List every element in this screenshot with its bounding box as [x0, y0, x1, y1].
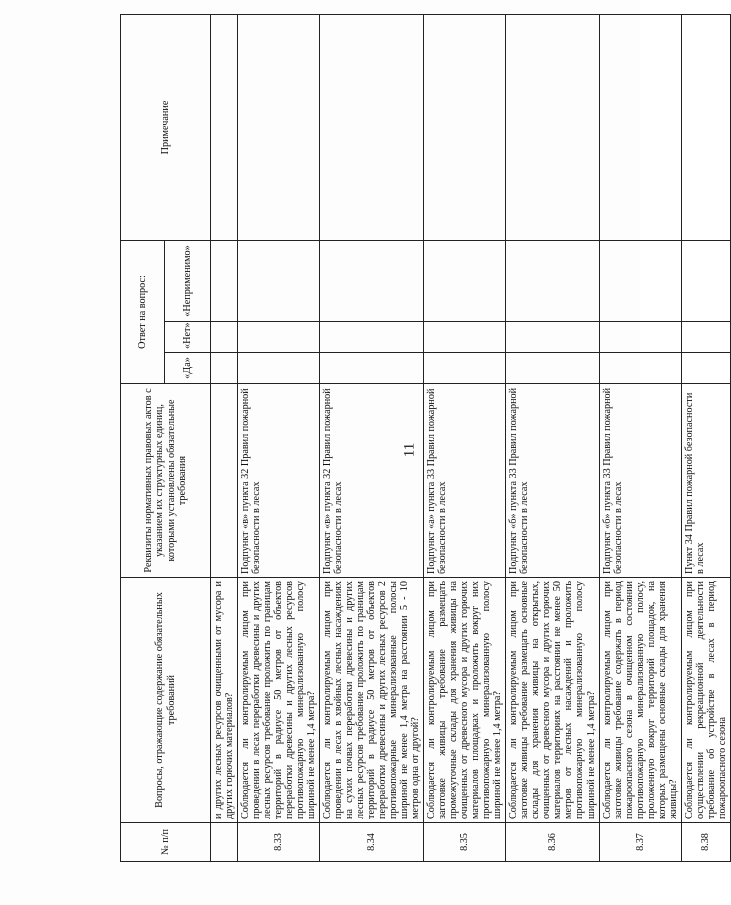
row-question: и других лесных ресурсов очищенными от мусора и других горючих материалов? [211, 578, 238, 823]
row-reference: Пункт 34 Правил пожарной безопасности в лесах [681, 384, 730, 578]
table-row [320, 14, 424, 861]
row-question: Соблюдается ли контролируемым лицом при заготовке живицы требование размещать промежуточные склады для хранения живицы на очищенных от древесного мусора и других горючих материалов площадках и проложить вокруг них противопожарную минерализованную полосу шириной не менее 1,4 метра? [424, 578, 506, 823]
answer-na-cell[interactable] [424, 240, 506, 321]
row-number [211, 823, 238, 862]
note-cell[interactable] [599, 14, 681, 240]
answer-no-cell[interactable] [320, 322, 424, 353]
answer-na-cell[interactable] [681, 240, 730, 321]
row-number: 8.38 [681, 823, 730, 862]
row-number: 8.37 [599, 823, 681, 862]
header-question: Вопросы, отражающие содержание обязательных требований [121, 578, 211, 823]
row-number: 8.33 [238, 823, 320, 862]
answer-yes-cell[interactable] [238, 353, 320, 384]
row-reference: Подпункт «в» пункта 32 Правил пожарной безопасности в лесах [320, 384, 424, 578]
note-cell[interactable] [211, 14, 238, 240]
note-cell[interactable] [424, 14, 506, 240]
answer-yes-cell[interactable] [211, 353, 238, 384]
header-num: № п/п [121, 823, 211, 862]
note-cell[interactable] [506, 14, 599, 240]
table-row [506, 14, 599, 861]
header-reference: Реквизиты нормативных правовых актов с указанием их структурных единиц, которыми установлены обязательные требования [121, 384, 211, 578]
page-number: 11 [401, 442, 418, 458]
row-question: Соблюдается ли контролируемым лицом при проведении в лесах переработки древесины и других лесных ресурсов требование проложить по границам территорий в радиусе 50 метров от объектов переработки древесины и других лесных ресурсов противопожарную минерализованную полосу шириной не менее 1,4 метра? [238, 578, 320, 823]
header-na: «Неприменимо» [165, 240, 211, 321]
answer-na-cell[interactable] [599, 240, 681, 321]
answer-yes-cell[interactable] [599, 353, 681, 384]
table-row [599, 14, 681, 861]
rotated-table-wrapper [120, 15, 728, 862]
note-cell[interactable] [320, 14, 424, 240]
answer-no-cell[interactable] [599, 322, 681, 353]
header-yes: «Да» [165, 353, 211, 384]
header-note: Примечание [121, 14, 211, 240]
header-no: «Нет» [165, 322, 211, 353]
answer-yes-cell[interactable] [424, 353, 506, 384]
note-cell[interactable] [681, 14, 730, 240]
row-question: Соблюдается ли контролируемым лицом при осуществлении рекреационной деятельности требование об устройстве в лесах в период пожароопасного сезона [681, 578, 730, 823]
requirements-table [120, 14, 731, 862]
row-reference [211, 384, 238, 578]
header-answer-group: Ответ на вопрос: [121, 240, 165, 383]
row-reference: Подпункт «в» пункта 32 Правил пожарной безопасности в лесах [238, 384, 320, 578]
table-row [681, 14, 730, 861]
row-reference: Подпункт «б» пункта 33 Правил пожарной безопасности в лесах [599, 384, 681, 578]
answer-yes-cell[interactable] [681, 353, 730, 384]
answer-no-cell[interactable] [238, 322, 320, 353]
row-reference: Подпункт «б» пункта 33 Правил пожарной безопасности в лесах [506, 384, 599, 578]
answer-no-cell[interactable] [424, 322, 506, 353]
table-row [238, 14, 320, 861]
row-question: Соблюдается ли контролируемым лицом при заготовке живицы требование содержать в период пожароопасного сезона в очищенном состоянии противопожарную минерализованную полосу, проложенную вокруг территорий площадок, на которых размещены основные склады для хранения живицы? [599, 578, 681, 823]
row-question: Соблюдается ли контролируемым лицом при проведении в лесах в хвойных лесных насаждениях на сухих почвах переработки древесины и других лесных ресурсов требование проложить по границам территорий в радиусе 50 метров от объектов переработки древесины и других лесных ресурсов 2 противопожарные минерализованные полосы шириной не менее 1,4 метра на расстоянии 5 - 10 метров одна от другой? [320, 578, 424, 823]
row-number: 8.35 [424, 823, 506, 862]
answer-no-cell[interactable] [211, 322, 238, 353]
answer-na-cell[interactable] [320, 240, 424, 321]
answer-na-cell[interactable] [506, 240, 599, 321]
row-reference: Подпункт «а» пункта 33 Правил пожарной безопасности в лесах [424, 384, 506, 578]
answer-yes-cell[interactable] [506, 353, 599, 384]
row-number: 8.34 [320, 823, 424, 862]
answer-na-cell[interactable] [238, 240, 320, 321]
row-question: Соблюдается ли контролируемым лицом при заготовке живицы требование размещать основные склады для хранения живицы на открытых, очищенных от древесного мусора и других горючих материалов территориях на расстоянии не менее 50 метров от лесных насаждений и проложить противопожарную минерализованную полосу шириной не менее 1,4 метра? [506, 578, 599, 823]
answer-no-cell[interactable] [506, 322, 599, 353]
table-row [211, 14, 238, 861]
answer-no-cell[interactable] [681, 322, 730, 353]
note-cell[interactable] [238, 14, 320, 240]
table-row [424, 14, 506, 861]
answer-yes-cell[interactable] [320, 353, 424, 384]
answer-na-cell[interactable] [211, 240, 238, 321]
row-number: 8.36 [506, 823, 599, 862]
